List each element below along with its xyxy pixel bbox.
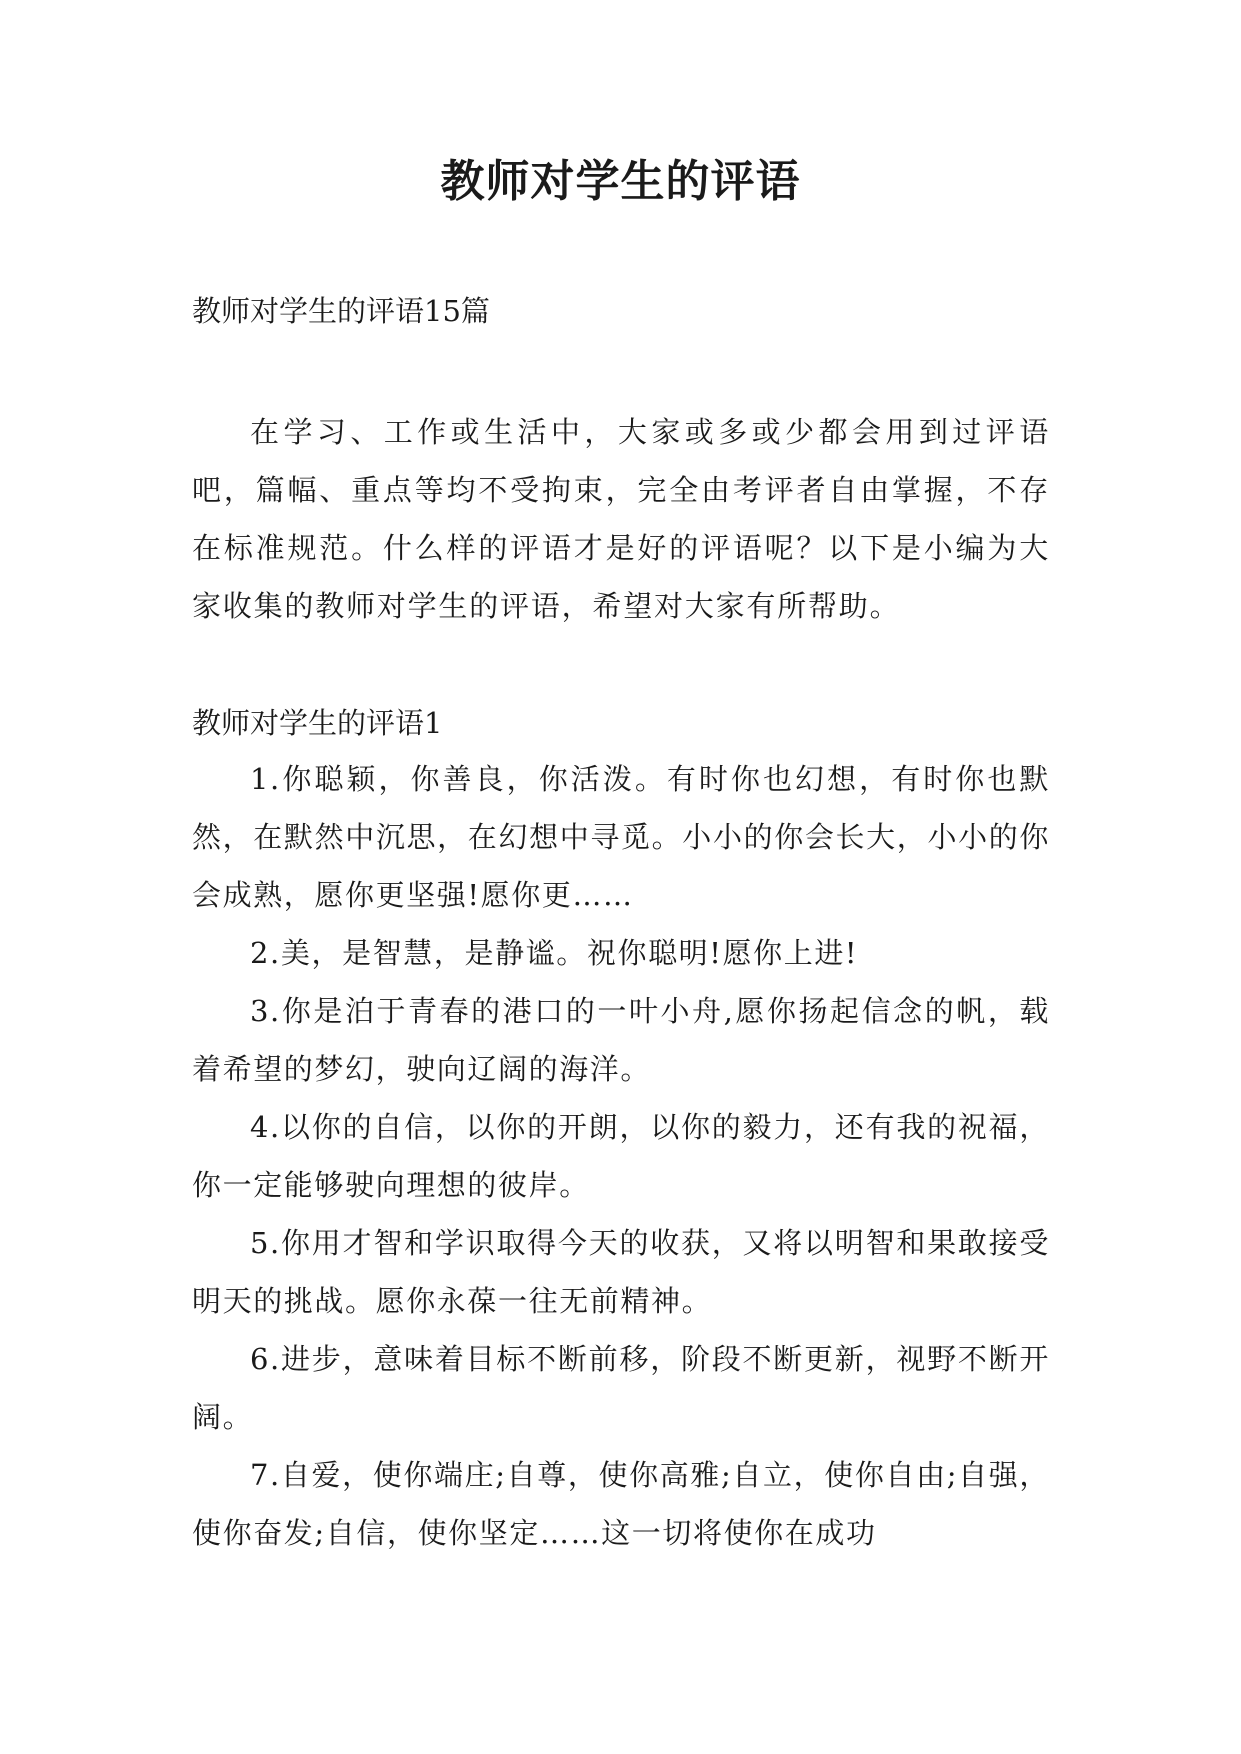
comment-item-4: 4.以你的自信，以你的开朗，以你的毅力，还有我的祝福，你一定能够驶向理想的彼岸。 bbox=[192, 1110, 1050, 1202]
comment-item-7: 7.自爱，使你端庄;自尊，使你高雅;自立，使你自由;自强，使你奋发;自信，使你坚定……这一切将使你在成功 bbox=[192, 1458, 1050, 1550]
comment-item-1: 1.你聪颖，你善良，你活泼。有时你也幻想，有时你也默然，在默然中沉思，在幻想中寻觅。小小的你会长大，小小的你会成熟，愿你更坚强!愿你更…… bbox=[192, 762, 1050, 912]
comment-item-2: 2.美，是智慧，是静谧。祝你聪明!愿你上进! bbox=[250, 936, 859, 970]
intro-paragraph: 在学习、工作或生活中，大家或多或少都会用到过评语吧，篇幅、重点等均不受拘束，完全由考评者自由掌握，不存在标准规范。什么样的评语才是好的评语呢？以下是小编为大家收集的教师对学生的评语，希望对大家有所帮助。 bbox=[192, 415, 1050, 623]
document-subtitle: 教师对学生的评语15篇 bbox=[192, 294, 490, 328]
comment-item-5: 5.你用才智和学识取得今天的收获，又将以明智和果敢接受明天的挑战。愿你永葆一往无前精神。 bbox=[192, 1226, 1050, 1318]
comment-list bbox=[192, 750, 1050, 1562]
comment-item-6: 6.进步，意味着目标不断前移，阶段不断更新，视野不断开阔。 bbox=[192, 1342, 1050, 1434]
comment-item-3: 3.你是泊于青春的港口的一叶小舟,愿你扬起信念的帆，载着希望的梦幻，驶向辽阔的海洋。 bbox=[192, 994, 1050, 1086]
section-heading: 教师对学生的评语1 bbox=[192, 706, 443, 740]
document-title: 教师对学生的评语 bbox=[440, 156, 801, 207]
